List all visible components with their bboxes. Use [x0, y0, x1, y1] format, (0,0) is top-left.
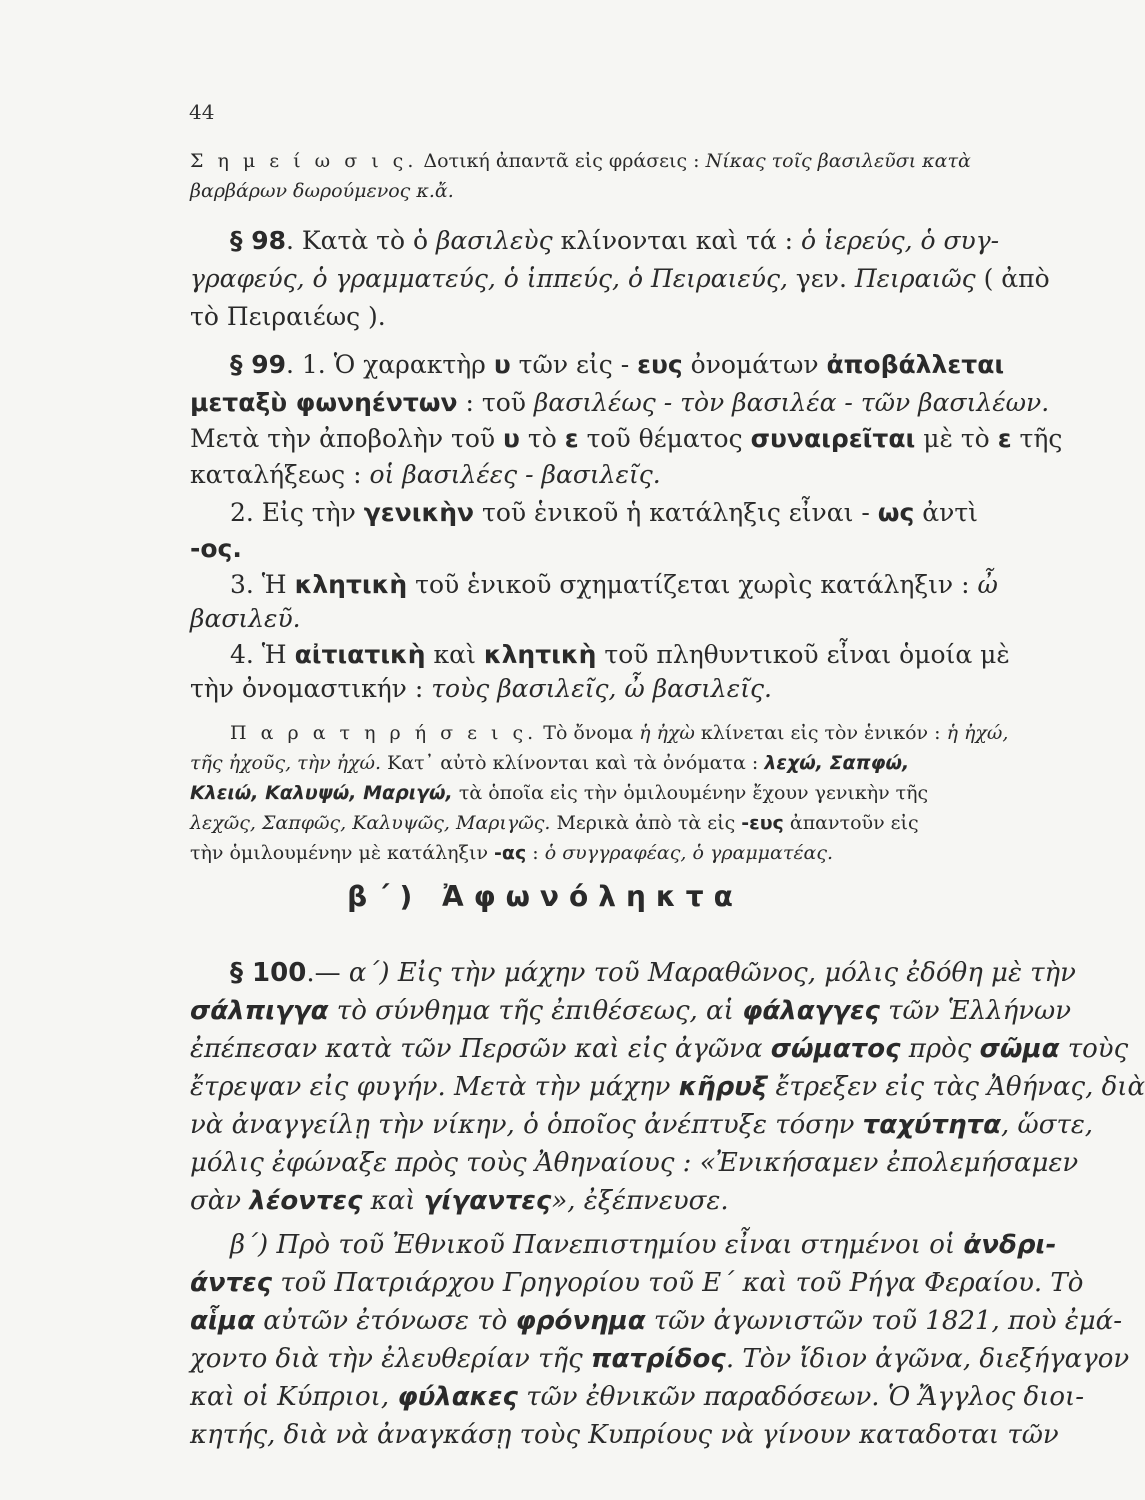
text-run: μὲ τὸ — [915, 424, 998, 453]
text-run: κλίνεται εἰς τὸν ἑνικόν : — [694, 722, 947, 744]
text-line — [190, 996, 1071, 1026]
text-run: τῆς ἠχοῦς, τὴν ἠχώ. — [190, 752, 382, 774]
text-run: . 1. Ὁ χαρακτὴρ — [286, 350, 494, 379]
text-run: ως — [877, 498, 915, 527]
text-line — [190, 752, 909, 774]
text-run: σὰν — [190, 1186, 250, 1216]
text-run: ἐπέπεσαν κατὰ τῶν Περσῶν καὶ εἰς ἀγῶνα — [190, 1034, 771, 1064]
text-run: 4. Ἡ — [230, 640, 295, 669]
text-run: ε — [564, 424, 579, 453]
text-run: ευς — [637, 350, 683, 379]
text-line — [190, 1344, 1129, 1374]
text-run: τοῦ ἑνικοῦ σχηματίζεται χωρὶς κατάληξιν : — [407, 570, 978, 599]
text-run: ὀνομάτων — [682, 350, 827, 379]
text-run: β΄) Πρὸ τοῦ Ἐθνικοῦ Πανεπιστημίου εἶναι στημένοι οἱ — [230, 1230, 964, 1260]
text-line — [230, 498, 978, 527]
text-run: τοῦ πληθυντικοῦ εἶναι ὁμοία μὲ — [596, 640, 1010, 669]
text-run: τῶν εἰς - — [510, 350, 638, 379]
text-run: τῶν ἐθνικῶν παραδόσεων. Ὁ Ἄγγλος διοι- — [517, 1382, 1085, 1412]
text-run: τὴν ὀνομαστικήν : — [190, 674, 432, 703]
text-run: τῶν Ἑλλήνων — [879, 996, 1072, 1026]
text-run: τὸ — [519, 424, 565, 453]
text-line — [190, 1382, 1084, 1412]
text-run: Κατ᾿ αὐτὸ κλίνονται καὶ τὰ ὀνόματα : — [381, 752, 765, 774]
text-line — [190, 1110, 1093, 1140]
text-line — [230, 722, 1008, 744]
text-run: ἀπαντοῦν εἰς — [783, 812, 919, 834]
text-line — [190, 424, 1062, 453]
text-run: τοῦ Πατριάρχου Γρηγορίου τοῦ Ε΄ καὶ τοῦ Ρήγα Φεραίου. Τὸ — [272, 1268, 1084, 1298]
text-line — [190, 388, 1049, 417]
text-run: λέοντες — [249, 1186, 363, 1216]
text-run: βασιλεῦ. — [190, 604, 301, 633]
text-run: κλητικὴ — [483, 640, 597, 669]
text-run: 2. Εἰς τὴν — [230, 498, 364, 527]
text-run: § 100 — [230, 958, 307, 988]
text-run: ταχύτητα — [862, 1110, 1001, 1140]
text-line — [190, 264, 1050, 293]
text-run: σώματος — [770, 1034, 901, 1064]
text-run: γίγαντες — [423, 1186, 552, 1216]
text-run: ε — [997, 424, 1012, 453]
text-run: τῶν ἀγωνιστῶν τοῦ 1821, ποὺ ἐμά- — [645, 1306, 1123, 1336]
text-line — [190, 1072, 1145, 1102]
text-run: 3. Ἡ — [230, 570, 295, 599]
text-run: άντες — [190, 1268, 273, 1298]
text-run: Πειραιῶς — [854, 264, 976, 293]
text-line — [230, 350, 1004, 379]
section-heading: β΄) Ἀφωνόληκτα — [347, 880, 743, 913]
text-run: χοντο διὰ τὴν ἐλευθερίαν τῆς — [190, 1344, 591, 1374]
text-line — [190, 1148, 1078, 1178]
text-run: κῆρυξ — [678, 1072, 768, 1102]
text-run: νὰ ἀναγγείλῃ τὴν νίκην, ὁ ὁποῖος ἀνέπτυξε τόσην — [190, 1110, 863, 1140]
text-run: φρόνημα — [515, 1306, 646, 1336]
text-run: αὐτῶν ἐτόνωσε τὸ — [255, 1306, 516, 1336]
text-run: κλητικὴ — [294, 570, 408, 599]
text-run: καὶ οἱ Κύπριοι, — [190, 1382, 398, 1412]
text-run: τοὺς — [1059, 1034, 1129, 1064]
text-run: -ος. — [190, 534, 242, 563]
text-run: τὸ Πειραιέως ). — [190, 302, 386, 331]
text-run: συναιρεῖται — [750, 424, 916, 453]
text-run: Σ η μ ε ί ω σ ι ς. — [190, 150, 418, 172]
text-line — [230, 226, 999, 255]
text-line — [190, 782, 928, 804]
text-run: τοῦ ἑνικοῦ ἡ κατάληξις εἶναι - — [474, 498, 878, 527]
text-run: Τὸ ὄνομα — [537, 722, 640, 744]
text-run: πατρίδος — [590, 1344, 726, 1374]
text-run: .— — [306, 958, 349, 988]
text-run: αἷμα — [190, 1306, 255, 1336]
text-run: . Τὸν ἴδιον ἀγῶνα, διεξήγαγον — [725, 1344, 1130, 1374]
text-run: », ἐξέπνευσε. — [551, 1186, 729, 1216]
text-run: , ὥστε, — [1000, 1110, 1094, 1140]
text-run: Δοτική ἀπαντᾶ εἰς φράσεις : — [417, 150, 706, 172]
text-run: ἀποβάλλεται — [826, 350, 1005, 379]
text-run: Μερικὰ ἀπὸ τὰ εἰς — [550, 812, 742, 834]
text-run: ἡ ἠχὼ — [639, 722, 695, 744]
text-run: τῆς — [1011, 424, 1063, 453]
text-line — [190, 1186, 729, 1216]
text-run: ὁ ἱερεύς, ὁ συγ- — [801, 226, 1000, 255]
text-run: πρὸς — [900, 1034, 980, 1064]
text-run: § 98 — [230, 226, 286, 255]
text-run: Π α ρ α τ η ρ ή σ ε ι ς. — [230, 722, 538, 744]
text-run: φάλαγγες — [742, 996, 880, 1026]
text-run: υ — [503, 424, 520, 453]
text-run: § 99 — [230, 350, 286, 379]
text-run: ἀνδρι- — [963, 1230, 1057, 1260]
text-run: αἰτιατικὴ — [294, 640, 426, 669]
text-line — [190, 842, 833, 864]
text-line — [190, 674, 772, 703]
text-line — [190, 1268, 1083, 1298]
text-line — [190, 534, 242, 563]
text-run: α΄) Εἰς τὴν μάχην τοῦ Μαραθῶνος, μόλις ἐδόθη μὲ τὴν — [348, 958, 1076, 988]
text-run: φύλακες — [397, 1382, 518, 1412]
text-run: μεταξὺ φωνηέντων — [190, 388, 458, 417]
text-line — [190, 302, 386, 331]
text-run: τοὺς βασιλεῖς, ὦ βασιλεῖς. — [431, 674, 772, 703]
text-run: γραφεύς, ὁ γραμματεύς, ὁ ἱππεύς, ὁ Πειραιεύς, — [190, 264, 788, 293]
text-run: -ας — [494, 842, 527, 864]
text-run: τοῦ θέματος — [578, 424, 751, 453]
text-run: σάλπιγγα — [190, 996, 329, 1026]
text-run: βασιλεὺς — [435, 226, 553, 255]
text-line — [190, 1420, 1059, 1450]
text-run: ἡ ἠχώ, — [946, 722, 1009, 744]
text-run: ( ἀπὸ — [975, 264, 1050, 293]
text-run: καταλήξεως : — [190, 460, 370, 489]
text-run: Κλειώ, Καλυψώ, Μαριγώ, — [190, 782, 453, 804]
text-line — [230, 640, 1010, 669]
text-line — [190, 180, 454, 202]
text-line — [190, 812, 919, 834]
text-run: κλίνονται καὶ τά : — [552, 226, 802, 255]
text-run: σῶμα — [979, 1034, 1060, 1064]
text-line — [190, 1306, 1122, 1336]
text-run: ἔτρεψαν εἰς φυγήν. Μετὰ τὴν μάχην — [190, 1072, 679, 1102]
text-run: καὶ — [425, 640, 484, 669]
text-run: τὰ ὁποῖα εἰς τὴν ὁμιλουμένην ἔχουν γενικὴν τῆς — [452, 782, 929, 804]
text-run: τὴν ὁμιλουμένην μὲ κατάληξιν — [190, 842, 495, 864]
text-run: μόλις ἐφώναξε πρὸς τοὺς Ἀθηναίους : «Ἐνικήσαμεν ἐπολεμήσαμεν — [190, 1148, 1079, 1178]
text-run: γεν. — [787, 264, 855, 293]
text-line — [230, 958, 1076, 988]
text-run: λεχώ, Σαπφώ, — [764, 752, 910, 774]
page-number: 44 — [189, 100, 215, 124]
text-run: κητής, διὰ νὰ ἀναγκάσῃ τοὺς Κυπρίους νὰ γίνουν καταδοται τῶν — [190, 1420, 1059, 1450]
text-run: υ — [493, 350, 511, 379]
text-run: καὶ — [362, 1186, 424, 1216]
text-run: ὁ συγγραφέας, ὁ γραμματέας. — [544, 842, 834, 864]
text-run: βασιλέως - τὸν βασιλέα - τῶν βασιλέων. — [533, 388, 1050, 417]
text-line — [230, 1230, 1056, 1260]
text-run: : τοῦ — [457, 388, 534, 417]
text-run: ἔτρεξεν εἰς τὰς Ἀθήνας, διὰ — [767, 1072, 1145, 1102]
text-run: ὦ — [977, 570, 998, 599]
text-run: οἱ βασιλέες - βασιλεῖς. — [369, 460, 661, 489]
text-run: . Κατὰ τὸ ὁ — [286, 226, 436, 255]
text-run: λεχῶς, Σαπφῶς, Καλυψῶς, Μαριγῶς. — [190, 812, 551, 834]
text-run: Νίκας τοῖς βασιλεῦσι κατὰ — [705, 150, 971, 172]
text-line — [190, 604, 301, 633]
text-run: τὸ σύνθημα τῆς ἐπιθέσεως, αἱ — [328, 996, 743, 1026]
text-run: ἀντὶ — [914, 498, 978, 527]
text-run: Μετὰ τὴν ἀποβολὴν τοῦ — [190, 424, 504, 453]
text-run: : — [526, 842, 545, 864]
text-run: βαρβάρων δωρούμενος κ.ἄ. — [190, 180, 454, 202]
text-line — [230, 570, 998, 599]
text-run: γενικὴν — [363, 498, 475, 527]
text-line — [190, 1034, 1128, 1064]
text-run: -ευς — [741, 812, 784, 834]
text-line — [190, 460, 661, 489]
text-line — [190, 150, 971, 172]
